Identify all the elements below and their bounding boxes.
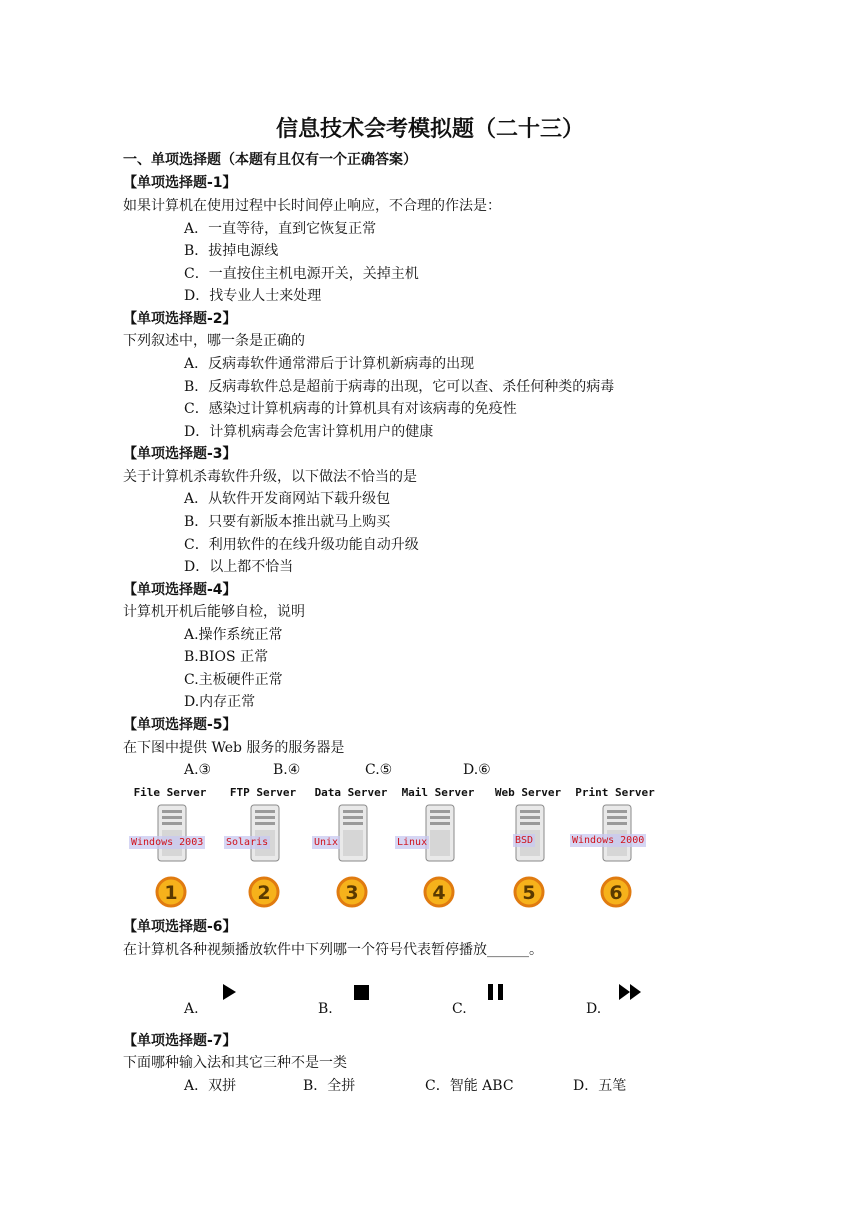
number-badge-5-icon [513, 876, 545, 908]
server-5-os-label: BSD [515, 835, 534, 846]
number-badge-4-icon [423, 876, 455, 908]
question-5-header: 【单项选择题-5】 [123, 717, 237, 733]
question-7-option-d: D．五笔 [573, 1078, 627, 1094]
number-badge-1-icon [155, 876, 187, 908]
question-4-option-d: D.内存正常 [184, 694, 256, 710]
number-badge-6-text: 6 [609, 882, 623, 904]
question-6-header: 【单项选择题-6】 [123, 919, 237, 935]
question-2-option-a: A．反病毒软件通常滞后于计算机新病毒的出现 [184, 356, 475, 372]
server-2-name: FTP Server [229, 786, 297, 799]
number-badge-5-text: 5 [522, 882, 536, 904]
question-1-option-d: D．找专业人士来处理 [184, 288, 322, 304]
server-tower-icon [338, 804, 368, 862]
server-4-name: Mail Server [401, 786, 475, 799]
question-4-option-a: A.操作系统正常 [184, 627, 283, 643]
server-6-os-label: Windows 2000 [572, 835, 645, 846]
number-badge-3-icon [336, 876, 368, 908]
question-7-header: 【单项选择题-7】 [123, 1033, 237, 1049]
question-5-option-c: C.⑤ [365, 762, 393, 778]
server-3-os-label: Unix [314, 837, 339, 848]
question-4-text: 计算机开机后能够自检，说明 [123, 604, 305, 620]
page-title: 信息技术会考模拟题（二十三） [275, 117, 584, 142]
question-3-text: 关于计算机杀毒软件升级，以下做法不恰当的是 [123, 469, 417, 485]
server-1-os-label: Windows 2003 [131, 837, 204, 848]
server-5-name: Web Server [494, 786, 562, 799]
question-3-option-b: B．只要有新版本推出就马上购买 [184, 514, 391, 530]
question-3-option-a: A．从软件开发商网站下载升级包 [184, 491, 391, 507]
server-tower-icon [425, 804, 455, 862]
server-2 [218, 786, 308, 912]
question-3-header: 【单项选择题-3】 [123, 446, 237, 462]
play-icon [220, 983, 238, 1001]
question-6-option-d: D. [586, 1001, 602, 1017]
question-4-option-b: B.BIOS 正常 [184, 649, 269, 665]
section-heading: 一、单项选择题（本题有且仅有一个正确答案） [123, 152, 417, 168]
server-4 [393, 786, 483, 912]
server-3 [306, 786, 396, 912]
question-2-option-c: C．感染过计算机病毒的计算机具有对该病毒的免疫性 [184, 401, 517, 417]
server-3-name: Data Server [314, 786, 388, 799]
number-badge-6-icon [600, 876, 632, 908]
question-5-option-a: A.③ [184, 762, 212, 778]
number-badge-1-text: 1 [164, 882, 178, 904]
question-7-option-a: A．双拼 [184, 1078, 237, 1094]
server-6 [570, 786, 660, 912]
server-tower-icon [157, 804, 187, 862]
question-4-option-c: C.主板硬件正常 [184, 672, 283, 688]
question-2-option-d: D．计算机病毒会危害计算机用户的健康 [184, 424, 434, 440]
question-6-text: 在计算机各种视频播放软件中下列哪一个符号代表暂停播放______。 [123, 942, 543, 958]
pause-icon [486, 983, 505, 1001]
question-2-text: 下列叙述中，哪一条是正确的 [123, 333, 305, 349]
server-1 [125, 786, 215, 912]
question-7-option-b: B．全拼 [303, 1078, 356, 1094]
question-7-option-c: C．智能 ABC [425, 1078, 514, 1094]
question-7-text: 下面哪种输入法和其它三种不是一类 [123, 1055, 347, 1071]
question-3-option-d: D．以上都不恰当 [184, 559, 294, 575]
question-6-option-c: C. [452, 1001, 467, 1017]
question-2-option-b: B．反病毒软件总是超前于病毒的出现，它可以查、杀任何种类的病毒 [184, 379, 615, 395]
server-tower-icon [250, 804, 280, 862]
question-1-option-b: B．拔掉电源线 [184, 243, 279, 259]
question-4-header: 【单项选择题-4】 [123, 582, 237, 598]
question-6-option-a: A. [184, 1001, 199, 1017]
server-tower-icon [602, 804, 632, 862]
number-badge-2-icon [248, 876, 280, 908]
number-badge-4-text: 4 [432, 882, 446, 904]
number-badge-3-text: 3 [345, 882, 359, 904]
question-3-option-c: C．利用软件的在线升级功能自动升级 [184, 537, 419, 553]
question-1-text: 如果计算机在使用过程中长时间停止响应，不合理的作法是： [123, 198, 501, 214]
question-5-text: 在下图中提供 Web 服务的服务器是 [123, 740, 345, 756]
server-5 [483, 786, 573, 912]
server-2-os-label: Solaris [226, 837, 269, 848]
server-diagram [123, 786, 673, 912]
question-6-option-b: B. [318, 1001, 333, 1017]
server-1-name: File Server [133, 786, 207, 799]
server-4-os-label: Linux [397, 837, 428, 848]
question-2-header: 【单项选择题-2】 [123, 311, 237, 327]
question-1-option-c: C．一直按住主机电源开关，关掉主机 [184, 266, 419, 282]
stop-icon [353, 984, 370, 1001]
question-5-option-d: D.⑥ [463, 762, 491, 778]
number-badge-2-text: 2 [257, 882, 271, 904]
server-tower-icon [515, 804, 545, 862]
question-5-option-b: B.④ [273, 762, 301, 778]
fast-forward-icon [618, 983, 642, 1001]
question-1-header: 【单项选择题-1】 [123, 175, 237, 191]
server-6-name: Print Server [575, 786, 655, 799]
question-1-option-a: A．一直等待，直到它恢复正常 [184, 221, 377, 237]
